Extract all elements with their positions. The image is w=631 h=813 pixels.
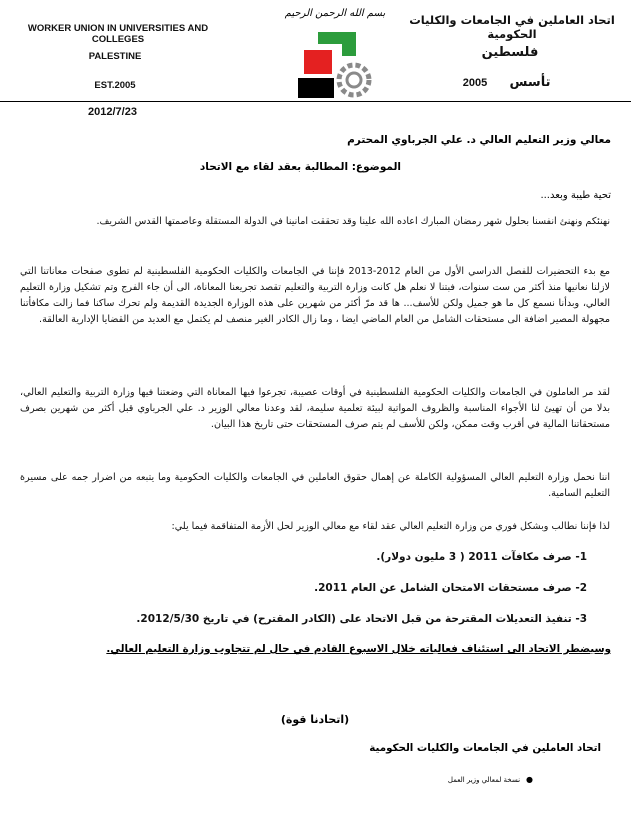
- paragraph-hardships: لقد مر العاملون في الجامعات والكليات الحكومية الفلسطينية في أوقات عصيبة، تجرعوا فيها المعاناة التي وضعتنا فيها وزارة التربية والتعليم العالي، بدلا من أن تهيئ لنا الأجواء المناسبة والظروف المواتية لبيئة تعلمية سليمة، لقد وعدنا معالي الوزير د. علي الجرباوي قبل أكثر من شهرين بصرف مستحقاتنا المالية في أقرب وقت ممكن، ولكن للأسف لم يتم صرف المستحقات حتى تاريخ هذا البيان.: [20, 387, 610, 430]
- greeting: تحية طيبة وبعد...: [540, 190, 611, 201]
- paragraph-demand-intro: لذا فإننا نطالب وبشكل فوري من وزارة التعليم العالي عقد لقاء مع معالي الوزير لحل الأزمة المتفاقمة فيما يلي:: [171, 521, 610, 532]
- subject: الموضوع: المطالبة بعقد لقاء مع الاتحاد: [199, 161, 401, 173]
- header-est-en: EST.2005: [94, 80, 136, 91]
- header-org-en: WORKER UNION IN UNIVERSITIES AND COLLEGES: [27, 23, 209, 45]
- header-country-ar: فلسطين: [481, 45, 539, 60]
- slogan: (اتحادنا قوة): [280, 713, 350, 726]
- cc-text: نسخة لمعالي وزير العمل: [447, 775, 521, 784]
- logo-gear-icon: [298, 26, 374, 100]
- paragraph-responsibility: اننا نحمل وزارة التعليم العالي المسؤولية الكاملة عن إهمال حقوق العاملين في الجامعات والكليات الحكومية وما يتبعه من اضرار جمه على مسيرة التعليم السامية.: [20, 472, 610, 499]
- basmala: بسم الله الرحمن الرحيم: [284, 8, 386, 19]
- demand-item: 1- صرف مكافآت 2011 ( 3 مليون دولار).: [376, 551, 587, 563]
- union-logo: [298, 26, 374, 100]
- paragraph-preparations: مع بدء التحضيرات للفصل الدراسي الأول من العام 2012-2013 فإننا في الجامعات والكليات الحكومية الفلسطينية لم تطوى صفحات معاناتنا التي لازلنا نعانيها منذ أكثر من ست سنوات، فبتنا لا نعلم هل كانت وزارة التربية والتعليم تقصد تجريعنا المعاناة، الى أن جاء الفرج وتم تشكيل وزارة التعليم العالي، وبدأنا نسمع كل ما هو جميل ولكن للأسف... ها قد مرّ أكثر من شهرين على هذه الوزارة الجديدة القديمة ولم تحرك ساكنا فما زالت مكافأتنا مجهولة المصير اضافة الى مستحقات الشامل من العام الماضي ايضا ، وما زال الكادر الغير منصف لم يكتمل مع العديد من القضايا الإدارية العالقة.: [20, 266, 610, 325]
- header-est-year-ar: 2005: [462, 77, 488, 89]
- warning-statement: وسيضطر الاتحاد الى استئناف فعالياته خلال الاسبوع القادم في حال لم تتجاوب وزارة التعليم العالي.: [106, 643, 611, 655]
- signature: اتحاد العاملين في الجامعات والكليات الحكومية: [369, 742, 601, 754]
- paragraph-congratulations: نهنئكم ونهنئ انفسنا بحلول شهر رمضان المبارك اعاده الله علينا وقد تحققت امانينا في الدولة المستقلة وعاصمتها القدس الشريف.: [96, 216, 610, 227]
- demand-item: 3- تنفيذ التعديلات المقترحة من قبل الاتحاد على (الكادر المقترح) في تاريخ 2012/5/30.: [136, 613, 587, 625]
- header-divider: [0, 101, 631, 102]
- cc-line: [448, 775, 533, 784]
- header-org-ar: اتحاد العاملين في الجامعات والكليات الحكومية: [409, 13, 615, 41]
- letter-date: 2012/7/23: [88, 106, 137, 118]
- demand-item: 2- صرف مستحقات الامتحان الشامل عن العام 2011.: [314, 582, 587, 594]
- bullet-icon: ●: [526, 775, 533, 784]
- header-country-en: PALESTINE: [88, 51, 142, 62]
- recipient: معالي وزير التعليم العالي د. علي الجرباوي المحترم: [347, 134, 611, 146]
- header-est-label-ar: تأسس: [509, 75, 551, 90]
